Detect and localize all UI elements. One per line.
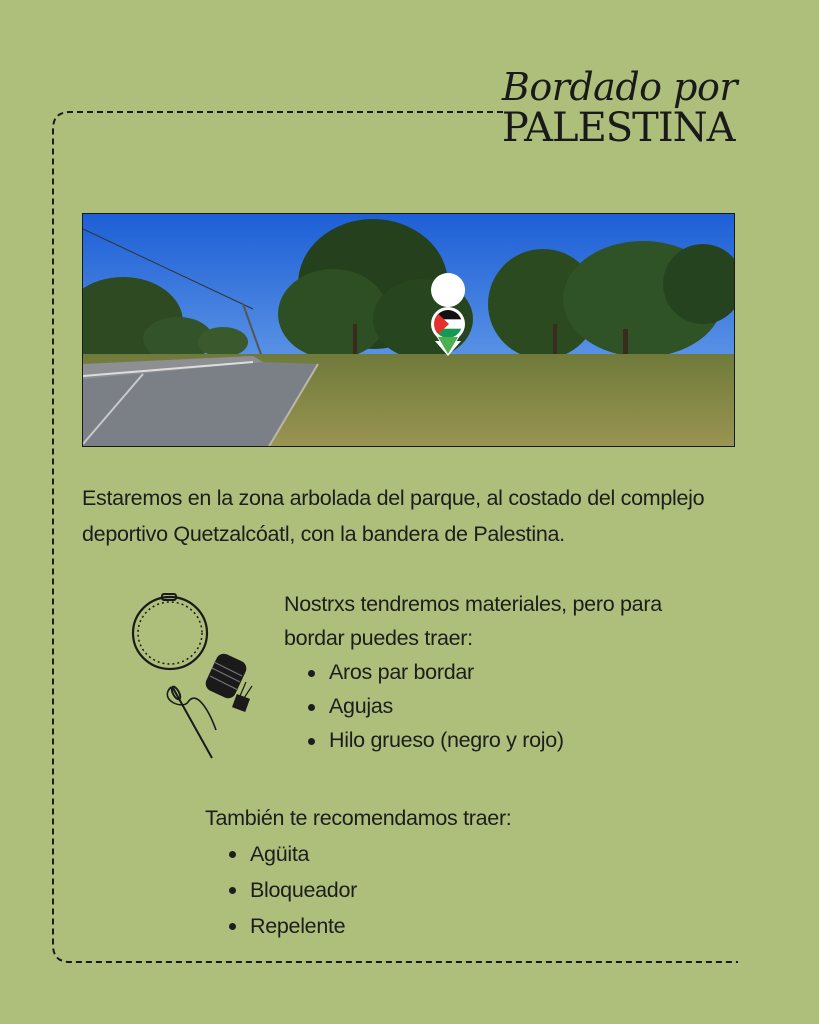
list-item: Bloqueador [205,872,655,908]
recommend-list [205,836,655,944]
list-item: Agüita [205,836,655,872]
materials-list [284,655,714,757]
materials-intro: Nostrxs tendremos materiales, pero para bordar puedes traer: [284,592,662,650]
list-item: Hilo grueso (negro y rojo) [284,723,714,757]
page-title [501,65,737,151]
list-item: Repelente [205,908,655,944]
park-photo [82,213,735,447]
thread-spool-icon [203,651,252,712]
needle-icon [167,685,216,758]
title-line-1: Bordado por [501,65,737,109]
list-item: Agujas [284,689,714,723]
list-item: Aros par bordar [284,655,714,689]
recommend-section [205,800,655,944]
materials-section [284,587,714,757]
embroidery-hoop-icon [133,594,207,669]
recommend-intro: También te recomendamos traer: [205,806,512,830]
embroidery-illustration [128,590,258,765]
title-line-2: PALESTINA [501,105,735,151]
location-description: Estaremos en la zona arbolada del parque, al costado del complejo deportivo Quetzalcóatl, con la bandera de Palestina. [82,486,705,546]
